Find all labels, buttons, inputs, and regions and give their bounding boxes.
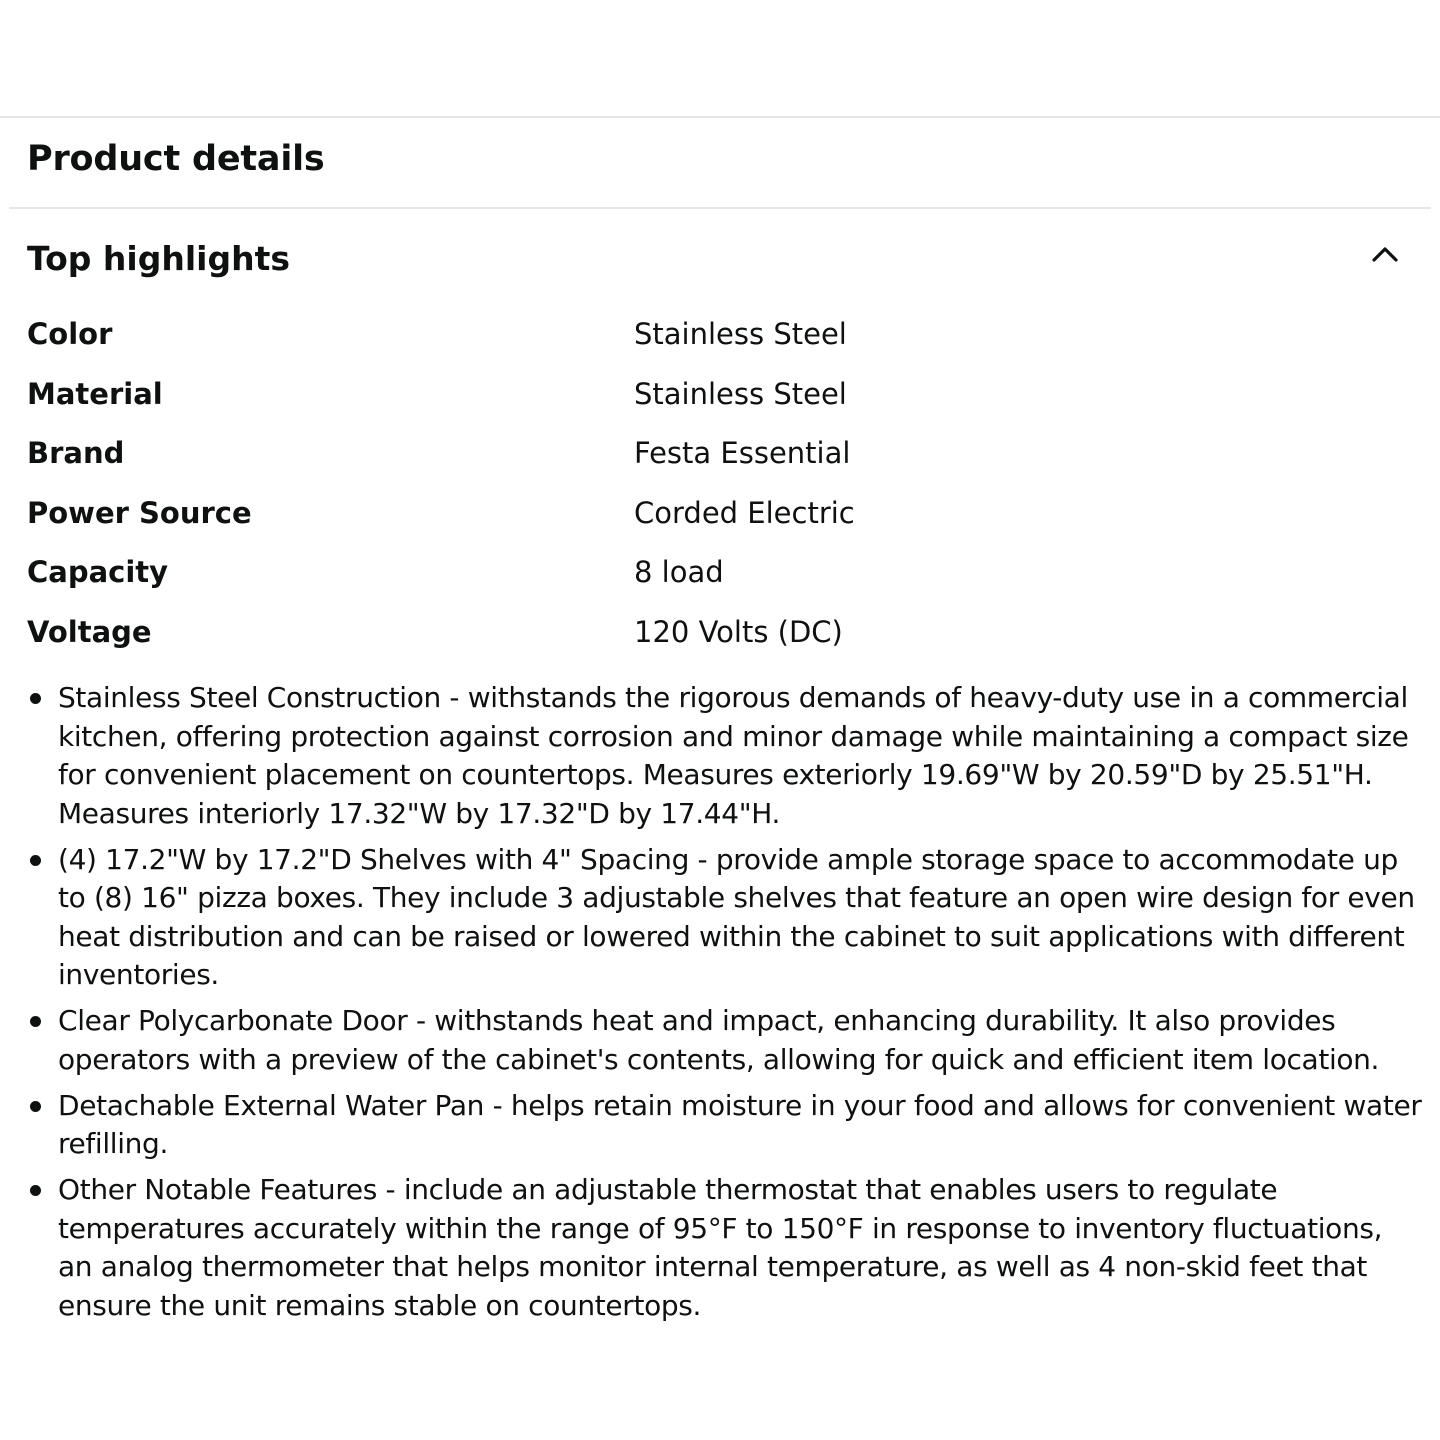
spec-label: Color [27, 317, 113, 351]
feature-bullet [27, 679, 1422, 833]
spec-value: 120 Volts (DC) [634, 614, 843, 649]
feature-bullet-list [27, 679, 1422, 1333]
spec-label: Power Source [27, 495, 252, 530]
feature-bullet-text: Stainless Steel Construction - withstands the rigorous demands of heavy-duty use in a commercial kitchen, offering protection against corrosion and minor damage while maintaining a compact size for convenient placement on countertops. Measures exteriorly 19.69"W by 20.59"D by 25.51"H. Measures interiorly 17.32"W by 17.32"D by 17.44"H. [58, 681, 1409, 830]
feature-bullet [27, 1087, 1422, 1164]
bullet-dot-icon [30, 1101, 41, 1112]
section-divider [9, 207, 1431, 209]
feature-bullet-text: (4) 17.2"W by 17.2"D Shelves with 4" Spacing - provide ample storage space to accommodate up to (8) 16" pizza boxes. They include 3 adjustable shelves that feature an open wire design for even heat distribution and can be raised or lowered within the cabinet to suit applications with different inventories. [58, 842, 1415, 991]
bullet-dot-icon [30, 1185, 41, 1196]
top-highlights-title: Top highlights [27, 239, 290, 278]
spec-row-power-source [27, 492, 1407, 552]
feature-bullet [27, 1002, 1422, 1079]
spec-label: Voltage [27, 614, 152, 649]
spec-value: Festa Essential [634, 436, 851, 471]
bullet-dot-icon [30, 855, 41, 866]
top-highlights-toggle[interactable] [0, 236, 1440, 286]
spec-row-color [27, 313, 1407, 373]
spec-label: Capacity [27, 555, 169, 590]
feature-bullet-text: Other Notable Features - include an adjustable thermostat that enables users to regulate temperatures accurately within the range of 95°F to 150°F in response to inventory fluctuations, an analog thermometer that helps monitor internal temperature, as well as 4 non-skid feet that ensure the unit remains stable on countertops. [58, 1173, 1383, 1322]
spec-row-brand [27, 432, 1407, 492]
feature-bullet-text: Clear Polycarbonate Door - withstands heat and impact, enhancing durability. It also provides operators with a preview of the cabinet's contents, allowing for quick and efficient item location. [58, 1004, 1380, 1076]
spec-label: Material [27, 376, 163, 411]
top-divider [0, 116, 1440, 118]
chevron-up-icon[interactable] [1368, 238, 1402, 272]
bullet-dot-icon [30, 693, 41, 704]
spec-row-voltage [27, 611, 1407, 671]
feature-bullet [27, 1171, 1422, 1325]
spec-value: Stainless Steel [634, 376, 847, 411]
spec-row-capacity [27, 551, 1407, 611]
bullet-dot-icon [30, 1016, 41, 1027]
spec-value: 8 load [634, 555, 724, 590]
specs-table [27, 313, 1407, 671]
feature-bullet [27, 841, 1422, 995]
product-details-title: Product details [27, 139, 325, 179]
feature-bullet-text: Detachable External Water Pan - helps retain moisture in your food and allows for convenient water refilling. [58, 1088, 1422, 1160]
spec-row-material [27, 373, 1407, 433]
spec-label: Brand [27, 436, 125, 471]
spec-value: Stainless Steel [634, 317, 847, 351]
spec-value: Corded Electric [634, 495, 855, 530]
